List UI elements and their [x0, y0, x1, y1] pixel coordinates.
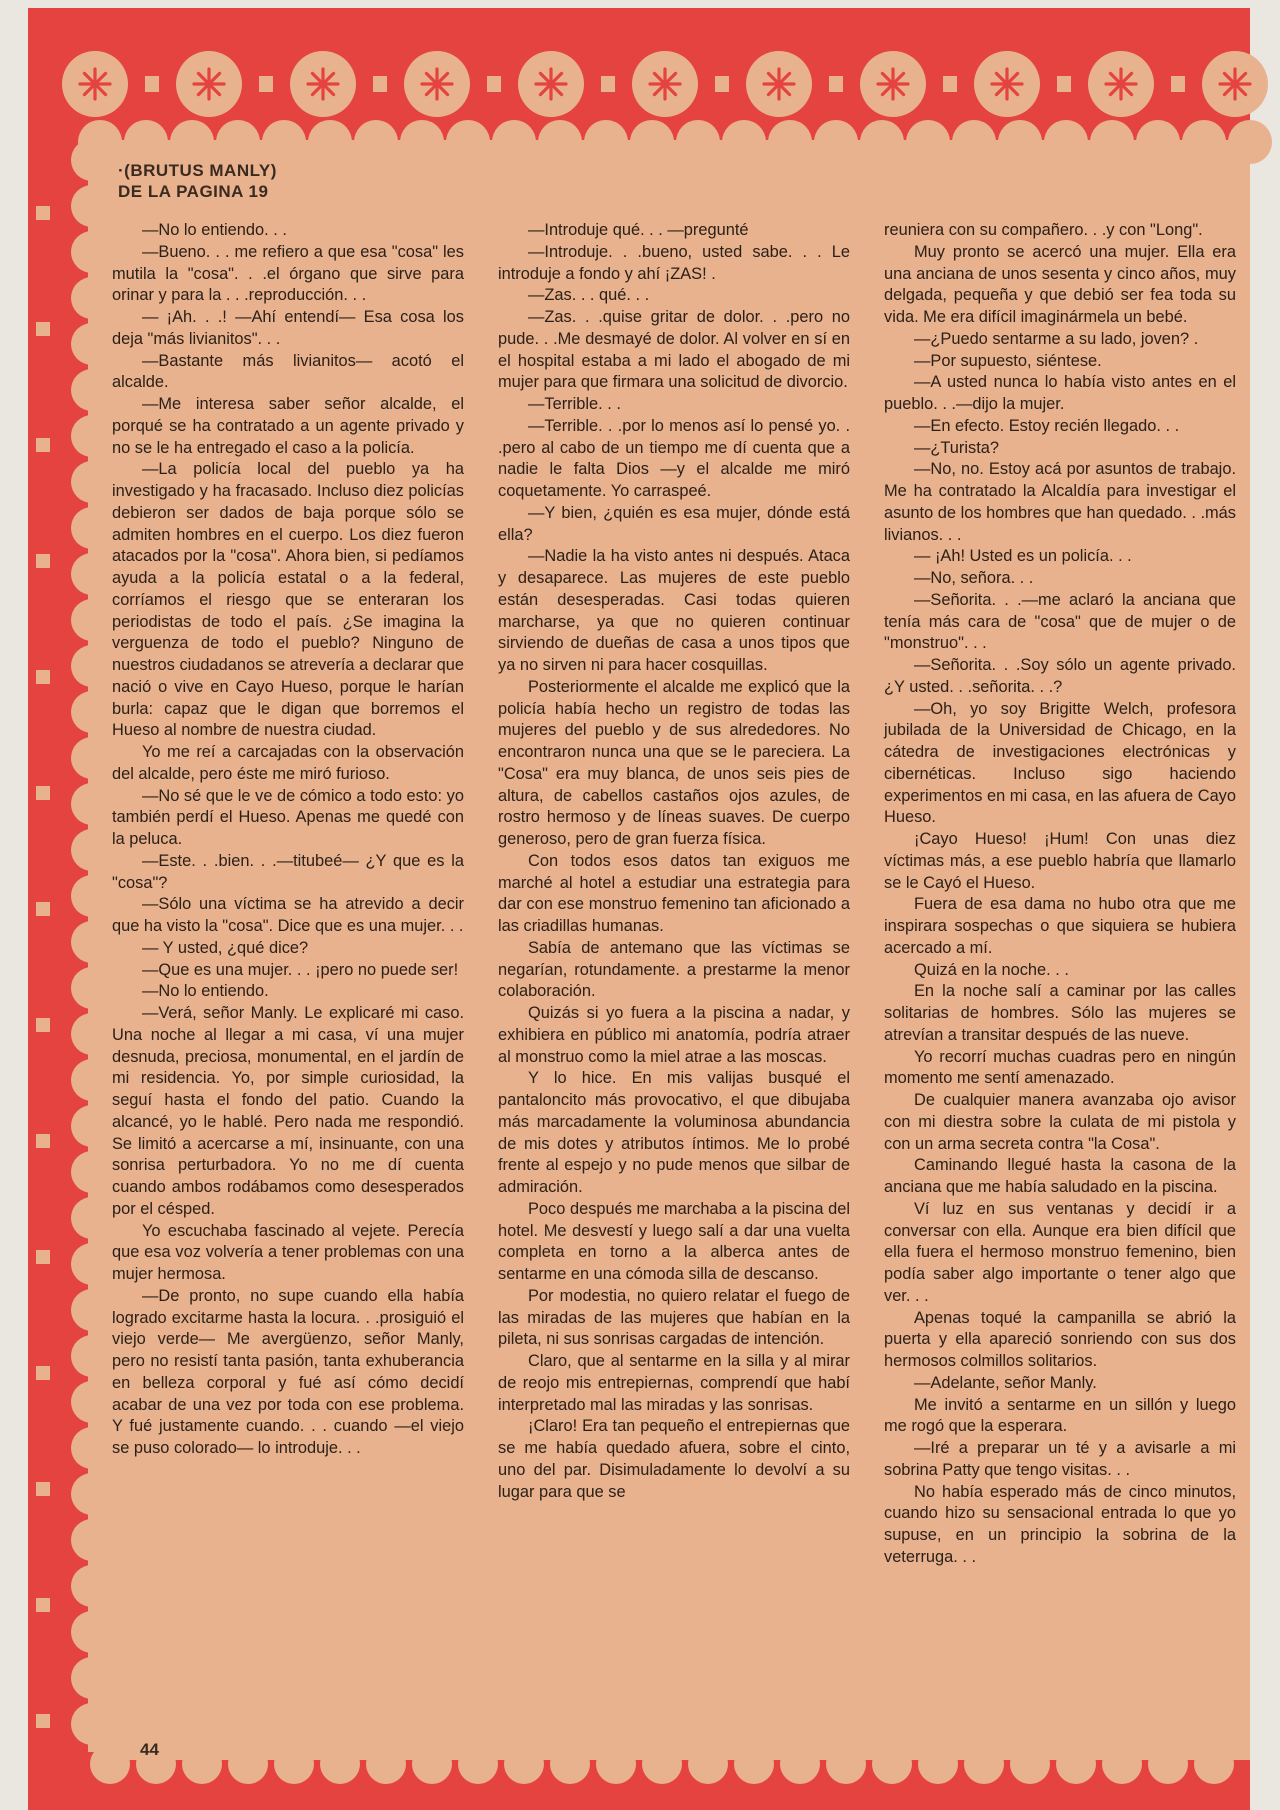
scallop: [688, 1744, 728, 1784]
scallop: [1228, 120, 1272, 164]
asterisk-ornament: [31, 1070, 57, 1096]
scallop: [71, 737, 113, 779]
scallop: [71, 1105, 113, 1147]
asterisk-ornament: [31, 722, 57, 748]
scallop: [538, 120, 582, 164]
scallop: [1090, 120, 1134, 164]
paragraph: reuniera con su compañero. . .y con "Long".: [884, 221, 1203, 239]
paragraph: Claro, que al sentarme en la silla y al mirar de reojo mis entrepiernas, comprendí que habí interpretado mal las miradas y las sonrisas.: [498, 1352, 850, 1414]
scallop: [71, 1519, 113, 1561]
paragraph: —Zas. . . qué. . .: [528, 286, 650, 305]
square-ornament: [715, 76, 729, 92]
scallop: [71, 1013, 113, 1055]
scallop: [170, 120, 214, 164]
asterisk-ornament: [31, 1186, 57, 1212]
paragraph: —Señorita. . .Soy sólo un agente privado. ¿Y usted. . .señorita. . .?: [884, 656, 1236, 696]
paragraph: Por modestia, no quiero relatar el fuego de las miradas de las mujeres que habían en la pileta, ni sus sonrisas cargadas de intención.: [498, 1286, 850, 1349]
asterisk-ornament: [31, 954, 57, 980]
square-ornament: [36, 1250, 50, 1264]
scallop: [458, 1744, 498, 1784]
scallop: [182, 1744, 222, 1784]
paragraph: Me invitó a sentarme en un sillón y luego me rogó que la esperara.: [884, 1395, 1236, 1436]
square-ornament: [36, 1366, 50, 1380]
scallop: [1102, 1744, 1142, 1784]
paragraph: Quizá en la noche. . .: [914, 960, 1069, 979]
scallop: [71, 323, 113, 365]
scallop: [1056, 1744, 1096, 1784]
asterisk-ornament: [1220, 69, 1250, 99]
square-ornament: [259, 76, 273, 92]
square-ornament: [943, 76, 957, 92]
square-ornament: [829, 76, 843, 92]
scallop: [596, 1744, 636, 1784]
scallop: [71, 829, 113, 871]
asterisk-ornament: [31, 1418, 57, 1444]
continuation-heading: [118, 160, 277, 202]
text-column-1: [112, 220, 464, 1460]
scallop: [228, 1744, 268, 1784]
paragraph: —Señorita. . .—me aclaró la anciana que tenía más cara de "cosa" que de mujer o de "monstruo". . .: [884, 590, 1236, 653]
scallop: [1148, 1744, 1188, 1784]
paragraph: —No, no. Estoy acá por asuntos de trabajo. Me ha contratado la Alcaldía para investigar el asunto de los hombres que han quedado. . .más livianos. . .: [884, 460, 1236, 544]
paragraph: —Terrible. . .por lo menos así lo pensé yo. . .pero al cabo de un tiempo me dí cuenta que a nadie le falta Dios —y el alcalde me miró coquetamente. Yo carraspeé.: [498, 416, 850, 500]
paragraph: — Y usted, ¿qué dice?: [142, 938, 309, 957]
square-ornament: [36, 786, 50, 800]
paragraph: —Adelante, señor Manly.: [914, 1373, 1097, 1392]
paragraph: —No, señora. . .: [914, 569, 1034, 587]
scallop: [71, 1289, 113, 1331]
asterisk-ornament: [422, 69, 452, 99]
scallop: [584, 120, 628, 164]
asterisk-ornament: [194, 69, 224, 99]
asterisk-ornament: [31, 374, 57, 400]
paragraph: —Introduje qué. . . —pregunté: [528, 221, 749, 239]
paragraph: —Por supuesto, siéntese.: [914, 351, 1102, 370]
paragraph: Apenas toqué la campanilla se abrió la puerta y ella apareció sonriendo con sus dos hermosos colmillos solitarios.: [884, 1308, 1236, 1370]
paragraph: —No lo entiendo. . .: [142, 221, 287, 239]
square-ornament: [36, 322, 50, 336]
square-ornament: [36, 438, 50, 452]
paragraph: —A usted nunca lo había visto antes en el pueblo. . .—dijo la mujer.: [884, 373, 1236, 413]
scallop: [412, 1744, 452, 1784]
paragraph: Ví luz en sus ventanas y decidí ir a conversar con ella. Aunque era bien difícil que ella fuera el hermoso monstruo femenino, bien podía saber algo importante o tener algo que ver. . .: [884, 1199, 1236, 1305]
paragraph: Muy pronto se acercó una mujer. Ella era una anciana de unos sesenta y cinco años, muy delgada, pequeña y que debió ser fea toda su vida. Me era difícil imaginármela un bebé.: [884, 242, 1236, 326]
paragraph: —Y bien, ¿quién es esa mujer, dónde está ella?: [498, 503, 850, 544]
paragraph: Y lo hice. En mis valijas busqué el pantaloncito más provocativo, el que dibujaba más marcadamente la voluminosa abundancia de mis dotes y atributos íntimos. Me lo probé frente al espejo y no pude menos que silbar de admiración.: [498, 1069, 850, 1196]
scallop: [71, 1611, 113, 1653]
scallop: [71, 231, 113, 273]
paragraph: ¡Claro! Era tan pequeño el entrepiernas que se me había quedado afuera, sobre el cinto, uno del par. Disimuladamente lo devolví a su lugar para que se: [498, 1417, 850, 1501]
square-ornament: [373, 76, 387, 92]
scallop: [71, 185, 113, 227]
paragraph: —Zas. . .quise gritar de dolor. . .pero no pude. . .Me desmayé de dolor. Al volver en sí en el hospital estaba a mi lado el abogado de mi mujer para que firmara una solicitud de divorcio.: [498, 308, 850, 392]
scallop: [366, 1744, 406, 1784]
scallop: [1194, 1744, 1234, 1784]
scallop: [780, 1744, 820, 1784]
asterisk-ornament: [992, 69, 1022, 99]
square-ornament: [36, 554, 50, 568]
scallop: [964, 1744, 1004, 1784]
paragraph: —No sé que le ve de cómico a todo esto: yo también perdí el Hueso. Apenas me quedé con la peluca.: [112, 786, 464, 848]
paragraph: —En efecto. Estoy recién llegado. . .: [914, 416, 1180, 435]
paragraph: Quizás si yo fuera a la piscina a nadar, y exhibiera en público mi anatomía, podría atraer al monstruo como la miel atrae a las moscas.: [498, 1004, 850, 1066]
scallop: [550, 1744, 590, 1784]
paragraph: —Me interesa saber señor alcalde, el porqué se ha contratado a un agente privado y no se le ha entregado el caso a la policía.: [112, 395, 464, 457]
asterisk-ornament: [31, 1534, 57, 1560]
asterisk-ornament: [31, 1302, 57, 1328]
scallop: [1136, 120, 1180, 164]
scallop: [308, 120, 352, 164]
paragraph: — ¡Ah. . .! —Ahí entendí— Esa cosa los deja "más livianitos". . .: [112, 308, 464, 348]
asterisk-ornament: [650, 69, 680, 99]
scallop: [1182, 120, 1226, 164]
paragraph: —Que es una mujer. . . ¡pero no puede ser!: [142, 960, 459, 979]
scallop: [71, 1703, 113, 1745]
scallop: [906, 120, 950, 164]
heading-line-1: ·(BRUTUS MANLY): [118, 161, 277, 180]
paragraph: —Oh, yo soy Brigitte Welch, profesora jubilada de la Universidad de Chicago, en la cátedra de investigaciones electrónicas y cibernéticas. Incluso sigo haciendo experimentos en mi casa, en las afuera de Cayo Hueso.: [884, 699, 1236, 827]
scallop: [492, 120, 536, 164]
scallop: [71, 461, 113, 503]
paragraph: —Este. . .bien. . .—titubeé— ¿Y que es la "cosa"?: [112, 851, 464, 892]
paragraph: —Bastante más livianitos— acotó el alcalde.: [112, 351, 464, 392]
paragraph: —Introduje. . .bueno, usted sabe. . . Le introduje a fondo y ahí ¡ZAS! .: [498, 242, 850, 283]
scallop: [71, 599, 113, 641]
asterisk-ornament: [764, 69, 794, 99]
scallop: [1010, 1744, 1050, 1784]
asterisk-ornament: [31, 258, 57, 284]
paragraph: Fuera de esa dama no hubo otra que me inspirara sospechas o que siquiera se hubiera acercado a mí.: [884, 895, 1236, 957]
paragraph: —La policía local del pueblo ya ha investigado y ha fracasado. Incluso diez policías debieron ser dados de baja porque sólo se admiten hombres en el cuerpo. Los diez fueron atacados por la "cosa". Ahora bien, si pedíamos ayuda a la policía estatal o a la federal, corríamos el riesgo que se enteraran los periodistas de todo el país. ¿Se imagina la verguenza de todo el pueblo? Ninguno de nuestros ciudadanos se atrevería a declarar que nació o vive en Cayo Hueso, porque le harían burla: capaz que le digan que borremos el Hueso al nombre de nuestra ciudad.: [112, 460, 464, 740]
scallop: [814, 120, 858, 164]
paragraph: —Verá, señor Manly. Le explicaré mi caso. Una noche al llegar a mi casa, ví una mujer desnuda, preciosa, monumental, en el jardín de mi residencia. Yo, por simple curiosidad, la seguí hasta el fondo del patio. Cuando la alcancé, yo le hablé. Pero nada me respondió. Se limitó a acercarse a mí, insinuante, con una sonrisa perturbadora. Yo no me dí cuenta cuando ambos rodábamos como desesperados por el césped.: [112, 1004, 464, 1218]
scallop: [71, 1473, 113, 1515]
square-ornament: [36, 902, 50, 916]
scallop: [216, 120, 260, 164]
scallop: [71, 967, 113, 1009]
paragraph: Yo me reí a carcajadas con la observación del alcalde, pero éste me miró furioso.: [112, 743, 464, 783]
square-ornament: [36, 206, 50, 220]
paragraph: —¿Turista?: [914, 438, 1000, 457]
square-ornament: [36, 1714, 50, 1728]
scallop: [71, 1427, 113, 1469]
paragraph: Yo escuchaba fascinado al vejete. Perecía que esa voz volvería a tener problemas con una mujer hermosa.: [112, 1221, 464, 1283]
asterisk-ornament: [31, 142, 57, 168]
asterisk-ornament: [878, 69, 908, 99]
paragraph: Caminando llegué hasta la casona de la anciana que me había saludado en la piscina.: [884, 1156, 1236, 1196]
paragraph: —De pronto, no supe cuando ella había logrado excitarme hasta la locura. . .prosiguió el viejo verde— Me avergüenzo, señor Manly, pero no resistí tanta pasión, tanta exhuberancia en belleza corporal y fué así cómo decidí acabar de una vez por toda con ese problema. Y fué justamente cuando. . . cuando —el viejo se puso colorado— lo introduje. . .: [112, 1286, 464, 1457]
square-ornament: [36, 1598, 50, 1612]
paragraph: —No lo entiendo.: [142, 982, 269, 1001]
paragraph: —¿Puedo sentarme a su lado, joven? .: [914, 329, 1199, 348]
square-ornament: [1057, 76, 1071, 92]
scallop: [71, 783, 113, 825]
asterisk-ornament: [31, 1650, 57, 1676]
paragraph: Sabía de antemano que las víctimas se negarían, rotundamente. a prestarme la menor colaboración.: [498, 938, 850, 1001]
asterisk-ornament: [31, 606, 57, 632]
asterisk-ornament: [536, 69, 566, 99]
scallop: [952, 120, 996, 164]
scallop: [71, 691, 113, 733]
paragraph: —Nadie la ha visto antes ni después. Ataca y desaparece. Las mujeres de este pueblo están desesperadas. Casi todas quieren marcharse, ya que no quieren continuar sirviendo de dueñas de casa a unos tipos que ya no sirven ni para hacer cosquillas.: [498, 547, 850, 674]
scallop: [71, 553, 113, 595]
square-ornament: [36, 1018, 50, 1032]
paragraph: En la noche salí a caminar por las calles solitarias de hombres. Sólo las mujeres se atrevían a transitar después de las nueve.: [884, 982, 1236, 1044]
scallop: [124, 120, 168, 164]
square-ornament: [36, 1134, 50, 1148]
scallop: [71, 1151, 113, 1193]
scallop: [71, 921, 113, 963]
scallop: [90, 1744, 130, 1784]
scallop: [1044, 120, 1088, 164]
paragraph: Poco después me marchaba a la piscina del hotel. Me desvestí y luego salí a dar una vuelta completa en torno a la alberca antes de sentarme en una cómoda silla de descanso.: [498, 1199, 850, 1283]
scallop: [354, 120, 398, 164]
scallop: [71, 415, 113, 457]
paragraph: —Bueno. . . me refiero a que esa "cosa" les mutila la "cosa". . .el órgano que sirve para orinar y para la . . .reproducción. . .: [112, 242, 464, 305]
scallop: [860, 120, 904, 164]
square-ornament: [36, 1482, 50, 1496]
scallop: [998, 120, 1042, 164]
asterisk-ornament: [31, 490, 57, 516]
scallop: [872, 1744, 912, 1784]
scallop: [630, 120, 674, 164]
scallop: [71, 1657, 113, 1699]
scallop: [71, 277, 113, 319]
scallop: [71, 1243, 113, 1285]
scallop: [71, 369, 113, 411]
scallop: [676, 120, 720, 164]
asterisk-ornament: [31, 1766, 57, 1792]
scallop: [504, 1744, 544, 1784]
paragraph: Yo recorrí muchas cuadras pero en ningún momento me sentí amenazado.: [884, 1047, 1236, 1088]
scallop: [71, 139, 113, 181]
paragraph: —Sólo una víctima se ha atrevido a decir que ha visto la "cosa". Dice que es una mujer. . .: [112, 895, 464, 935]
heading-line-2: DE LA PAGINA 19: [118, 182, 269, 201]
text-column-2: [498, 220, 850, 1503]
text-column-3: [884, 220, 1236, 1569]
paragraph: ¡Cayo Hueso! ¡Hum! Con unas diez víctimas más, a ese pueblo habría que llamarlo se le Cayó el Hueso.: [884, 830, 1236, 892]
scallop: [734, 1744, 774, 1784]
scallop: [71, 875, 113, 917]
paragraph: De cualquier manera avanzaba ojo avisor con mi diestra sobre la culata de mi pistola y con un arma secreta contra "la Cosa".: [884, 1091, 1236, 1153]
scallop: [71, 1197, 113, 1239]
scallop: [71, 1335, 113, 1377]
paragraph: — ¡Ah! Usted es un policía. . .: [914, 547, 1132, 566]
scallop: [274, 1744, 314, 1784]
asterisk-ornament: [1106, 69, 1136, 99]
square-ornament: [601, 76, 615, 92]
scallop: [642, 1744, 682, 1784]
page-number: 44: [140, 1740, 159, 1759]
paragraph: No había esperado más de cinco minutos, cuando hizo su sensacional entrada lo que yo supuse, en un principio la sobrina de la veterruga. . .: [884, 1482, 1236, 1566]
asterisk-ornament: [31, 838, 57, 864]
scallop: [71, 645, 113, 687]
scallop: [71, 1381, 113, 1423]
scallop: [826, 1744, 866, 1784]
square-ornament: [1171, 76, 1185, 92]
scallop: [71, 1565, 113, 1607]
square-ornament: [145, 76, 159, 92]
scallop: [918, 1744, 958, 1784]
paragraph: —Terrible. . .: [528, 395, 621, 413]
scallop: [722, 120, 766, 164]
scallop: [400, 120, 444, 164]
paragraph: Posteriormente el alcalde me explicó que la policía había hecho un registro de todas las mujeres del pueblo y de sus alrededores. No encontraron nunca una que se le pareciera. La "Cosa" era muy blanca, de unos seis pies de altura, de cabellos castaños ojos azules, de rostro hermoso y de líneas suaves. De cuerpo generoso, pero de gran fuerza física.: [498, 677, 850, 848]
scallop: [71, 1059, 113, 1101]
paragraph: Con todos esos datos tan exiguos me marché al hotel a estudiar una estrategia para dar con ese monstruo femenino tan aficionado a las criadillas humanas.: [498, 851, 850, 935]
asterisk-ornament: [308, 69, 338, 99]
square-ornament: [36, 670, 50, 684]
scallop: [262, 120, 306, 164]
asterisk-ornament: [80, 69, 110, 99]
square-ornament: [487, 76, 501, 92]
scallop: [446, 120, 490, 164]
scallop: [768, 120, 812, 164]
scallop: [320, 1744, 360, 1784]
paragraph: —Iré a preparar un té y a avisarle a mi sobrina Patty que tengo visitas. . .: [884, 1439, 1236, 1479]
scallop: [71, 507, 113, 549]
